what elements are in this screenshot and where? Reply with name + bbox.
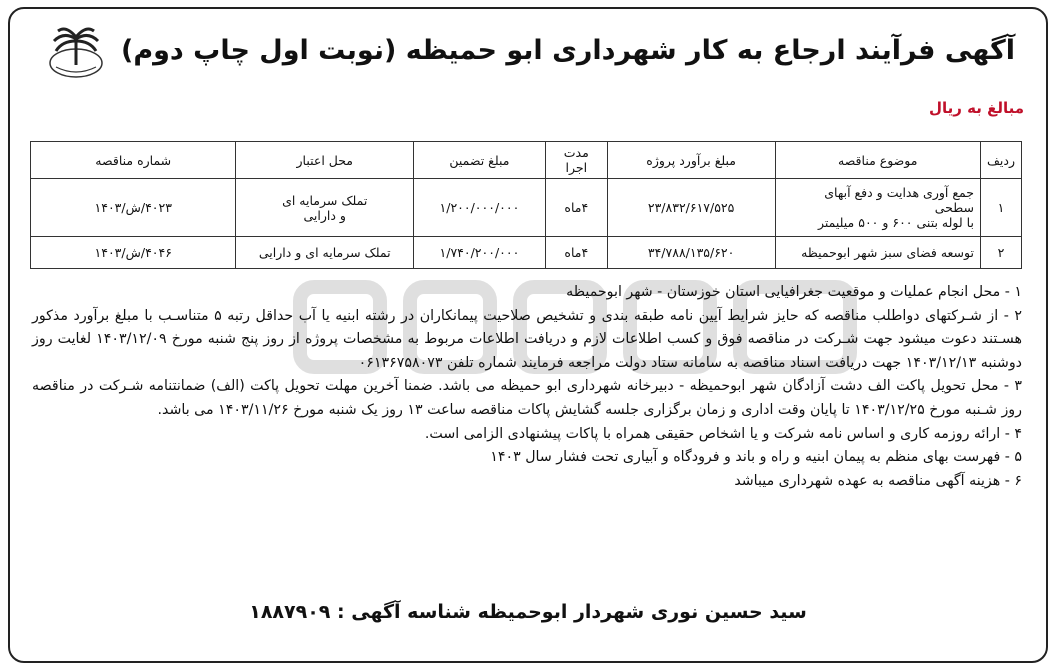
row-number: ۲ — [980, 237, 1021, 269]
clause: ۴ - ارائه روزمه کاری و اساس نامه شرکت و یا اشخاص حقیقی همراه با پاکات پیشنهادی الزامی است. — [424, 425, 1022, 442]
notice-title: آگهی فرآیند ارجاع به کار شهرداری ابو حمیظه (نوبت اول چاپ دوم) — [121, 35, 1015, 66]
clause: ۱ - محل انجام عملیات و موقعیت جغرافیایی استان خوزستان - شهر ابوحمیظه — [566, 284, 1022, 300]
clause: ۶ - هزینه آگهی مناقصه به عهده شهرداری میباشد — [734, 472, 1022, 489]
notice-clauses — [32, 281, 1022, 493]
credit-source: تملک سرمایه ای و دارایی — [236, 237, 414, 269]
header-cell: محل اعتبار — [236, 142, 414, 179]
tender-subject: توسعه فضای سبز شهر ابوحمیظه — [775, 237, 980, 269]
clause: ۲ - از شـرکتهای دواطلب مناقصه که حایز شرایط آیین نامه طبقه بندی و تشخیص صلاحیت پیمانکاران در رشته ابنیه یا آب حداقل رتبه ۵ متناسـب با مبلغ برآورد مذکور هسـتند دعوت میشود جهت شـرکت در مناقصه فوق و کسب اطلاعات لازم و دریافت اطلاعات مربوط به مشخصات پروژه از روز پنج شنبه مورخ ۱۴۰۳/۱۲/۰۹ لغایت روز دوشنبه ۱۴۰۳/۱۲/۱۳ جهت دریافت اسناد مناقصه به سامانه ستاد دولت مراجعه فرمایند شماره تلفن ۰۶۱۳۶۷۵۸۰۷۳ — [32, 307, 1022, 371]
municipality-logo — [46, 23, 106, 83]
table-row — [31, 237, 1022, 269]
header-cell: مبلغ برآورد پروژه — [607, 142, 775, 179]
project-estimate: ۲۳/۸۳۲/۶۱۷/۵۲۵ — [607, 179, 775, 237]
currency-note: مبالغ به ریال — [928, 99, 1024, 117]
tender-subject — [775, 179, 980, 237]
guarantee-amount: ۱/۲۰۰/۰۰۰/۰۰۰ — [414, 179, 546, 237]
header-cell: مبلغ تضمین — [414, 142, 546, 179]
credit-line: و دارایی — [303, 207, 346, 223]
subject-line: با لوله بتنی ۶۰۰ و ۵۰۰ میلیمتر — [817, 215, 974, 230]
table-row — [31, 179, 1022, 237]
signature-line: سید حسین نوری شهردار ابوحمیظه شناسه آگهی : ۱۸۸۷۹۰۹ — [249, 601, 807, 623]
row-number: ۱ — [980, 179, 1021, 237]
tender-number: ۴۰۲۳/ش/۱۴۰۳ — [31, 179, 236, 237]
project-estimate: ۳۴/۷۸۸/۱۳۵/۶۲۰ — [607, 237, 775, 269]
subject-line: جمع آوری هدایت و دفع آبهای سطحی — [824, 185, 974, 215]
execution-duration: ۴ماه — [545, 179, 607, 237]
tenders-table — [30, 141, 1022, 269]
execution-duration: ۴ماه — [545, 237, 607, 269]
clause: ۳ - محل تحویل پاکت الف دشت آزادگان شهر ابوحمیظه - دبیرخانه شهرداری ابو حمیظه می باشد. ضمنا آخرین مهلت تحویل پاکت (الف) ضمانتنامه شـرکت در مناقصه روز شـنبه مورخ ۱۴۰۳/۱۲/۲۵ تا پایان وقت اداری و زمان برگزاری جلسه گشایش پاکات مناقصه ساعت ۱۳ روز یک شنبه مورخ ۱۴۰۳/۱۱/۲۶ می باشد. — [32, 378, 1022, 418]
credit-source — [236, 179, 414, 237]
guarantee-amount: ۱/۷۴۰/۲۰۰/۰۰۰ — [414, 237, 546, 269]
header-cell: شماره مناقصه — [31, 142, 236, 179]
header-cell: ردیف — [980, 142, 1021, 179]
clause: ۵ - فهرست بهای منظم به پیمان ابنیه و راه و باند و فرودگاه و آبیاری تحت فشار سال ۱۴۰۳ — [490, 449, 1022, 466]
header-cell: مدت اجرا — [545, 142, 607, 179]
table-header-row — [31, 142, 1022, 179]
notice-frame — [8, 7, 1048, 663]
tender-number: ۴۰۴۶/ش/۱۴۰۳ — [31, 237, 236, 269]
credit-line: تملک سرمایه ای — [282, 192, 368, 208]
header-cell: موضوع مناقصه — [775, 142, 980, 179]
